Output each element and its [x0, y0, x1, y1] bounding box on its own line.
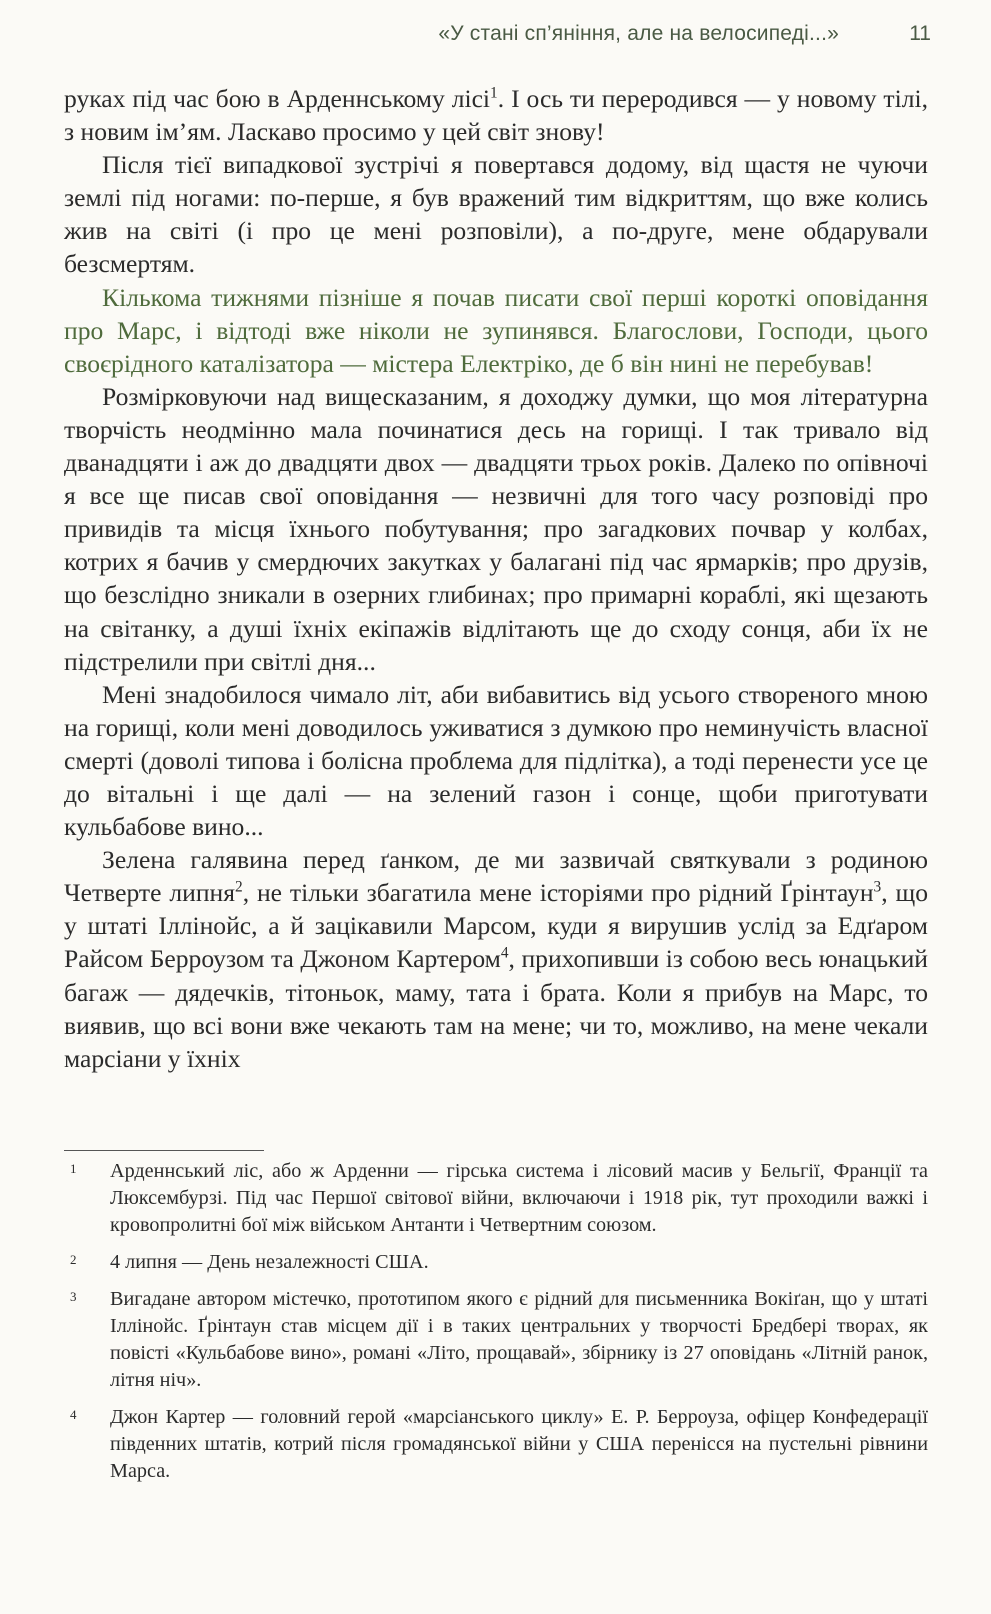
paragraph-5: Мені знадобилося чимало літ, аби вибавитись від усього створеного мною на горищі, коли мені доводилось уживатися з думкою про неминучість власної смерті (доволі типова і болісна проблема для підлітка), а тоді перенести усе це до вітальні і ще далі — на зелений газон і сонце, щоби приготувати кульбабове вино... [64, 679, 928, 842]
paragraph-6-text-a: Зелена галявина перед ґанком, де ми зазвичай святкували з родиною Четверте липня [64, 845, 928, 908]
footnote-text: 4 липня — День незалежності США. [110, 1251, 429, 1273]
footnote-divider [64, 1150, 264, 1151]
footnote-number: 2 [70, 1252, 77, 1267]
running-title: «У стані сп’яніння, але на велосипеді...» [438, 22, 839, 45]
main-text [64, 82, 928, 1075]
paragraph-1 [64, 82, 928, 148]
page-number: 11 [909, 22, 931, 45]
footnote [64, 1404, 928, 1485]
paragraph-6-text-c: , що у штаті Іллінойс, а й зацікавили Марсом, куди я вирушив услід за Едґаром Райсом Берроузом та Джоном Картером [64, 878, 928, 974]
paragraph-6-text-d: , прихопивши із собою весь юнацький багаж — дядечків, тітоньок, маму, тата і брата. Коли я прибув на Марс, то виявив, що всі вони вже чекають там на мене; чи то, можливо, на мене чекали марсіани у їхніх [64, 944, 928, 1073]
footnote-text: Арденнський ліс, або ж Арденни — гірська система і лісовий масив у Бельгії, Франції та Люксембурзі. Під час Першої світової війни, включаючи і 1918 рік, тут проходили важкі і кровопролитні бої між військом Антанти і Четвертним союзом. [110, 1160, 928, 1236]
paragraph-4: Розмірковуючи над вищесказаним, я доходжу думки, що моя літературна творчість неодмінно мала починатися десь на горищі. І так тривало від дванадцяти і аж до двадцяти двох — двадцяти трьох років. Далеко по опівночі я все ще писав свої оповідання — незвичні для того часу розповіді про привидів та місця їхнього побутування; про загадкових почвар у колбах, котрих я бачив у смердючих закутках у балагані під час ярмарків; про друзів, що безслідно зникали в озерних глибинах; про примарні кораблі, які щезають на світанку, а душі їхніх екіпажів відлітають ще до сходу сонця, аби їх не підстрелили при світлі дня... [64, 381, 928, 676]
paragraph-2: Після тієї випадкової зустрічі я повертався додому, від щастя не чуючи землі під ногами: по-перше, я був вражений тим відкриттям, що вже колись жив на світі (і про це мені розповіли), а по-друге, мене обдарували безсмертям. [64, 150, 928, 279]
footnote-ref-3: 3 [873, 878, 882, 896]
paragraph-1-text-a: руках під час бою в Арденнському лісі [64, 84, 491, 113]
paragraph-3: Кількома тижнями пізніше я почав писати свої перші короткі оповідання про Марс, і відтоді вже ніколи не зупинявся. Благослови, Господи, цього своєрідного каталізатора — містера Електріко, де б він нині не перебував! [64, 282, 928, 378]
footnote-ref-4: 4 [500, 944, 509, 962]
footnote-number: 3 [70, 1289, 77, 1304]
paragraph-6-text-b: , не тільки збагатила мене історіями про рідний Ґрінтаун [242, 878, 874, 908]
paragraph-1-text-b: . І ось ти переродився — у новому тілі, з новим ім’ям. Ласкаво просимо у цей світ знову! [64, 84, 928, 147]
footnote-number: 4 [70, 1407, 77, 1422]
page-header [60, 18, 931, 50]
paragraph-6 [64, 843, 928, 1075]
footnote-text: Джон Картер — головний герой «марсіанського циклу» Е. Р. Берроуза, офіцер Конфедерації південних штатів, котрий після громадянської війни у США перенісся на пустельні рівнини Марса. [110, 1406, 928, 1482]
footnote [64, 1249, 928, 1276]
footnote-ref-1: 1 [490, 84, 498, 102]
footnote [64, 1158, 928, 1239]
footnotes [64, 1158, 928, 1495]
footnote-text: Вигадане автором містечко, прототипом якого є рідний для письменника Вокіґан, що у штаті Іллінойс. Ґрінтаун став місцем дії і в таких центральних у творчості Бредбері творах, як повісті «Кульбабове вино», романі «Літо, прощавай», збірнику із 27 оповідань «Літній ранок, літня ніч». [110, 1288, 928, 1391]
footnote-ref-2: 2 [235, 878, 243, 896]
footnote-number: 1 [70, 1161, 77, 1176]
footnote [64, 1286, 928, 1394]
